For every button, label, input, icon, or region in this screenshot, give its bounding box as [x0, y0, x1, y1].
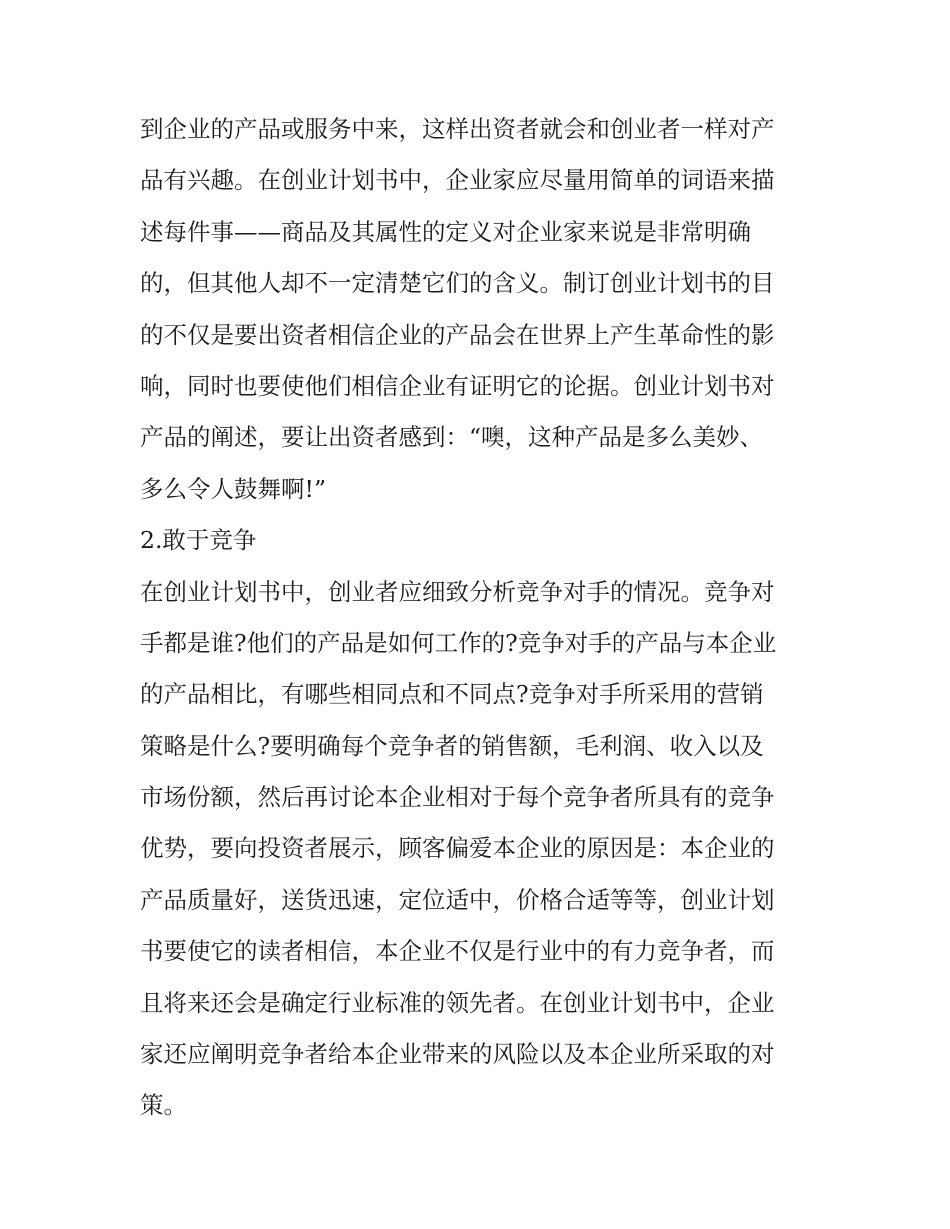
text-line: 优势，要向投资者展示，顾客偏爱本企业的原因是：本企业的 [140, 834, 775, 863]
text-line: 响，同时也要使他们相信企业有证明它的论据。创业计划书对 [140, 371, 775, 400]
text-line: 产品的阐述，要让出资者感到：“噢，这种产品是多么美妙、 [140, 423, 764, 452]
body-text [140, 104, 820, 1132]
section-heading: 2.敢于竞争 [140, 526, 257, 555]
text-line: 策。 [140, 1091, 187, 1120]
text-line: 家还应阐明竞争者给本企业带来的风险以及本企业所采取的对 [140, 1040, 775, 1069]
text-line: 策略是什么?要明确每个竞争者的销售额，毛利润、收入以及 [140, 731, 764, 760]
text-line: 的，但其他人却不一定清楚它们的含义。制订创业计划书的目 [140, 269, 775, 298]
text-line: 产品质量好，送货迅速，定位适中，价格合适等等，创业计划 [140, 885, 775, 914]
text-line: 在创业计划书中，创业者应细致分析竞争对手的情况。竞争对 [140, 577, 775, 606]
text-line: 且将来还会是确定行业标准的领先者。在创业计划书中，企业 [140, 988, 775, 1017]
text-line: 手都是谁?他们的产品是如何工作的?竞争对手的产品与本企业 [140, 628, 777, 657]
text-line: 市场份额，然后再讨论本企业相对于每个竞争者所具有的竞争 [140, 783, 775, 812]
text-line: 的不仅是要出资者相信企业的产品会在世界上产生革命性的影 [140, 320, 775, 349]
text-line: 述每件事——商品及其属性的定义对企业家来说是非常明确 [140, 217, 751, 246]
text-line: 书要使它的读者相信，本企业不仅是行业中的有力竞争者，而 [140, 937, 775, 966]
text-line: 多么令人鼓舞啊!” [140, 474, 326, 503]
text-line: 的产品相比，有哪些相同点和不同点?竞争对手所采用的营销 [140, 680, 764, 709]
text-line: 品有兴趣。在创业计划书中，企业家应尽量用简单的词语来描 [140, 166, 775, 195]
text-line: 到企业的产品或服务中来，这样出资者就会和创业者一样对产 [140, 115, 775, 143]
